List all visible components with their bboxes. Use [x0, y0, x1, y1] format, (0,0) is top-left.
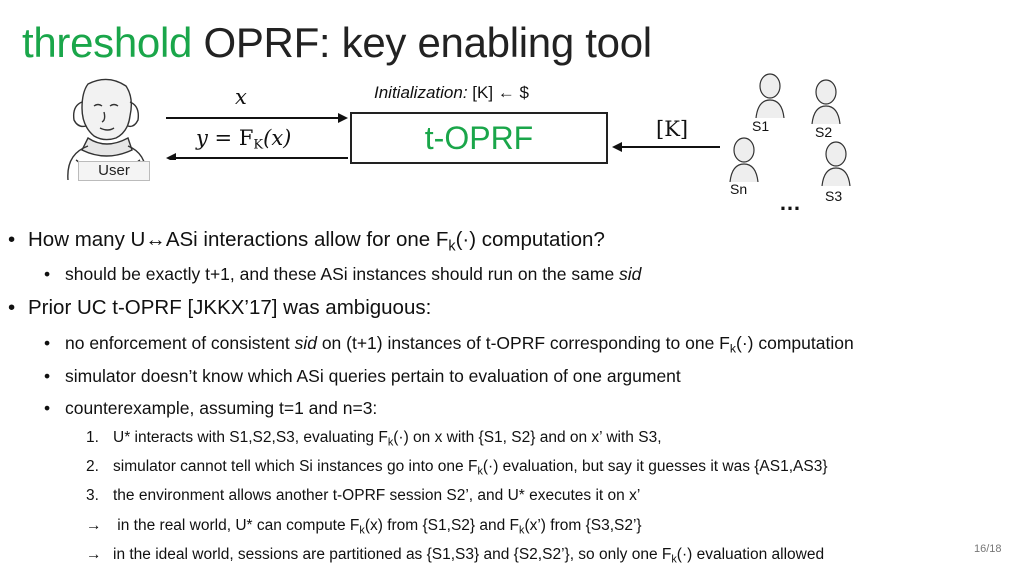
- initialization-label: Initialization: [K] ← $: [374, 83, 529, 102]
- input-x-label: x: [235, 85, 247, 109]
- bullet-2-3: • counterexample, assuming t=1 and n=3:: [44, 398, 378, 418]
- output-y-label: $y = F_K(x)$: [196, 126, 292, 153]
- server-label-s3: S3: [825, 188, 843, 204]
- server-portrait-icon: [752, 72, 788, 118]
- t-oprf-box: [350, 112, 608, 164]
- bullet-2-2: • simulator doesn’t know which ASi queries pertain to evaluation of one argument: [44, 366, 681, 386]
- key-share-label: [K]: [656, 117, 689, 141]
- numbered-item-2: 2. simulator cannot tell which Si instances go into one $F_k(\cdot)$ evaluation, but say it guesses it was {AS1,AS3}: [86, 458, 828, 478]
- bullet-2-1: • no enforcement of consistent sid on (t+1) instances of t-OPRF corresponding to one $F_k(\cdot)$ computation: [44, 333, 854, 356]
- bullet-1: • How many U↔ASi interactions allow for one $F_k(\cdot)$ computation?: [8, 228, 605, 255]
- user-label: User: [78, 161, 150, 181]
- arrow-item-real-world: → in the real world, U* can compute $F_k(x)$ from {S1,S2} and $F_k(x’)$ from {S3,S2’}: [86, 517, 642, 537]
- server-ellipsis: …: [779, 190, 801, 215]
- page-number: 16/18: [974, 543, 1002, 555]
- server-label-s1: S1: [752, 118, 770, 134]
- t-oprf-label: t-OPRF: [424, 119, 534, 156]
- arrow-item-ideal-world: → in the ideal world, sessions are partitioned as {S1,S3} and {S2,S2’}, so only one $F_k(\cdot)$ evaluation allowed: [86, 546, 825, 566]
- server-portrait-icon: [726, 136, 762, 182]
- server-label-s2: S2: [815, 124, 833, 140]
- bullet-2: • Prior UC t-OPRF [JKKX’17] was ambiguous:: [8, 296, 432, 319]
- title-rest: OPRF: key enabling tool: [192, 19, 652, 66]
- server-label-sn: Sn: [730, 181, 748, 197]
- numbered-item-1: 1. U* interacts with S1,S2,S3, evaluating $F_k(\cdot)$ on x with {S1, S2} and on x’ with S3,: [86, 429, 662, 449]
- bullet-1-1: • should be exactly t+1, and these ASi instances should run on the same sid: [44, 264, 642, 284]
- title-accent: threshold: [22, 19, 193, 66]
- server-portrait-icon: [818, 140, 854, 186]
- numbered-item-3: 3. the environment allows another t-OPRF session S2’, and U* executes it on x’: [86, 487, 641, 504]
- slide-title: [22, 18, 652, 68]
- key-arrow: [610, 140, 722, 154]
- server-portrait-icon: [808, 78, 844, 124]
